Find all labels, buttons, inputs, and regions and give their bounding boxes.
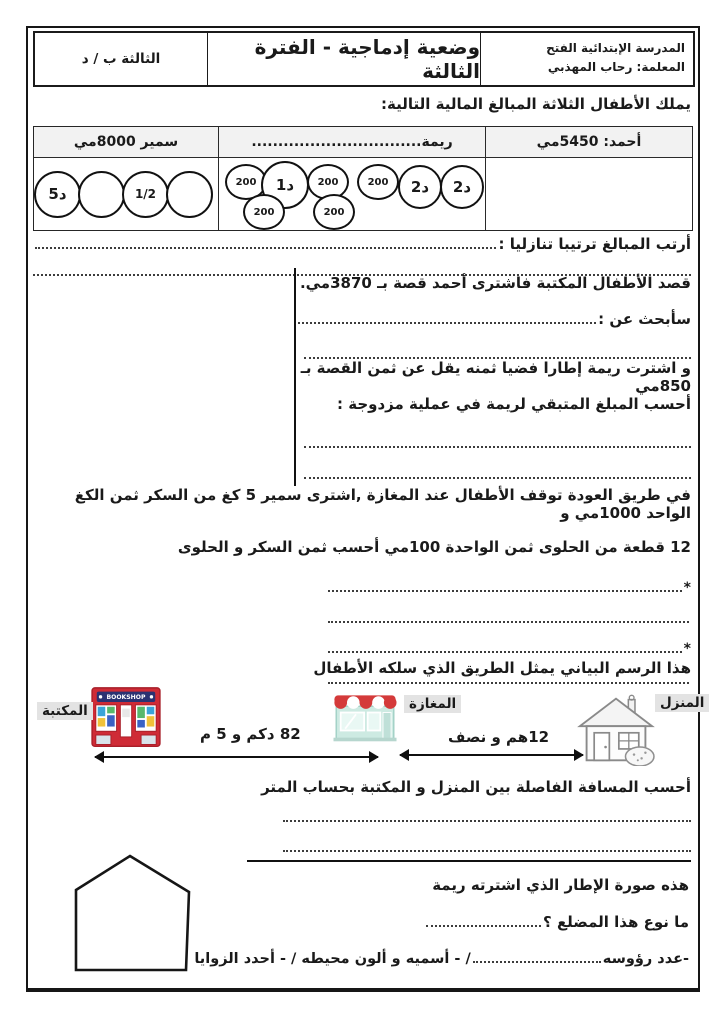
search-for-label: سأبحث عن : xyxy=(598,309,691,328)
coin-2-dinar: 2د xyxy=(398,165,442,209)
diagram-title: هذا الرسم البياني يمثل الطريق الذي سلكه الأطفال xyxy=(313,659,691,677)
polygon-type-question: ما نوع هذا المضلع ؟ xyxy=(543,912,689,931)
coin-200: 200 xyxy=(225,164,267,200)
samir-coins xyxy=(34,158,218,230)
distance-question-block xyxy=(33,778,691,852)
library-task-text xyxy=(294,268,691,486)
coin-200: 200 xyxy=(243,194,285,230)
answer-line xyxy=(304,345,691,359)
ahmed-coins-cell xyxy=(485,158,692,230)
school-name: المدرسة الإبتدائية الفتح xyxy=(546,41,685,55)
pentagon-shape xyxy=(71,852,193,974)
rima-coins-cell xyxy=(218,158,485,230)
polygon-questions-tail: / - أسميه و ألون محيطه / - أحدد الزوايا xyxy=(194,951,471,968)
answer-dots xyxy=(426,912,541,927)
teacher-name: المعلمة: رحاب المهذبي xyxy=(547,60,685,75)
answer-line xyxy=(304,465,691,479)
vertices-label: -عدد رؤوسه xyxy=(602,951,689,968)
store-icon xyxy=(329,688,401,746)
samir-amount: سمير 8000مي xyxy=(34,127,218,157)
distance-store-library: 82 دكم و 5 م xyxy=(200,725,301,743)
compute-remaining: أحسب المبلغ المتبقي لريمة في عملية مزدوجة : xyxy=(337,394,691,413)
store-label: المغازة xyxy=(404,695,461,713)
answer-dots xyxy=(473,949,601,963)
coin-200: 200 xyxy=(357,164,399,200)
coin-blank xyxy=(166,171,213,218)
library-story: قصد الأطفال المكتبة فاشترى أحمد قصة بـ 3870مي. xyxy=(299,274,691,292)
frame-story: و اشترت ريمة إطارا فضيا ثمنه يقل عن ثمن القصة بـ 850مي xyxy=(300,358,691,395)
answer-dots xyxy=(35,234,496,249)
intro-text: يملك الأطفال الثلاثة المبالغ المالية التالية: xyxy=(381,95,691,113)
distance-home-store: 12هم و نصف xyxy=(448,728,550,746)
home-label: المنزل xyxy=(655,694,709,712)
work-area xyxy=(33,268,294,486)
answer-dots xyxy=(328,608,689,623)
separator-line xyxy=(247,860,691,862)
distance-question: أحسب المسافة الفاصلة بين المنزل و المكتبة بحساب المتر xyxy=(261,778,691,796)
coin-200: 200 xyxy=(313,194,355,230)
coin-1-dinar: 1د xyxy=(261,161,309,209)
class-label: الثالثة ب / د xyxy=(81,51,161,67)
bullet-star: * xyxy=(683,579,691,596)
coin-5-dinar: 5د xyxy=(34,171,81,218)
home-icon xyxy=(573,692,659,766)
bullet-star: * xyxy=(683,641,691,658)
rima-coins xyxy=(219,158,485,230)
answer-line xyxy=(283,808,691,822)
page-title: وضعية إدماجية - الفترة الثالثة xyxy=(207,33,480,85)
library-task-block xyxy=(33,268,691,486)
distance-arrow-store-library xyxy=(95,756,378,758)
money-table xyxy=(33,126,693,231)
answer-dots xyxy=(328,577,682,592)
polygon-section xyxy=(33,850,691,986)
coin-200: 200 xyxy=(307,164,349,200)
polygon-intro: هذه صورة الإطار الذي اشترته ريمة xyxy=(432,876,689,894)
ahmed-amount: أحمد: 5450مي xyxy=(485,127,692,157)
answer-dots xyxy=(328,639,682,654)
path-diagram xyxy=(33,686,705,780)
coin-2-dinar: 2د xyxy=(440,165,484,209)
money-table-header-row xyxy=(34,127,692,158)
money-table-coins-row xyxy=(34,158,692,230)
sugar-task xyxy=(33,486,691,684)
sugar-story-line1: في طريق العودة توقف الأطفال عند المغازة ,اشترى سمير 5 كغ من السكر ثمن الكغ الواحد 1000مي و xyxy=(74,486,691,522)
sugar-story-line2: 12 قطعة من الحلوى ثمن الواحدة 100مي أحسب ثمن السكر و الحلوى xyxy=(177,538,691,556)
coin-half-dinar: 1/2 xyxy=(122,171,169,218)
coin-blank xyxy=(78,171,125,218)
bookshop-icon xyxy=(88,686,164,752)
header-table xyxy=(33,31,695,87)
answer-dots xyxy=(298,309,596,324)
library-label: المكتبة xyxy=(37,702,93,720)
answer-line xyxy=(304,434,691,448)
svg-text:BOOKSHOP: BOOKSHOP xyxy=(106,694,146,702)
school-info xyxy=(480,33,693,85)
rima-amount: ريمة................................ xyxy=(218,127,485,157)
distance-arrow-home-store xyxy=(400,754,583,756)
order-task-label: أرتب المبالغ ترتيبا تنازليا : xyxy=(498,234,691,253)
samir-coins-cell xyxy=(34,158,218,230)
